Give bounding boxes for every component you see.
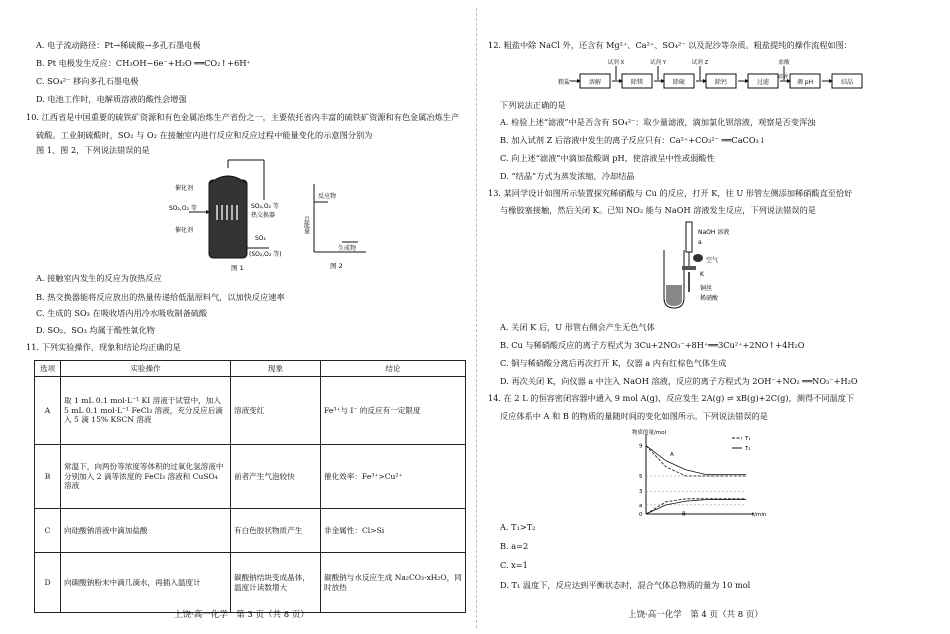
row-phenomenon: 溶液变红: [231, 377, 321, 445]
chart-y-tick: 3: [639, 489, 643, 496]
u-tube-apparatus: [658, 220, 768, 310]
table-row: [35, 509, 466, 553]
chart-series-line: [646, 500, 746, 514]
q10-stem-line3: 图 1、图 2，下列说法错误的是: [36, 145, 150, 155]
chart-legend-label: T₁: [745, 436, 751, 442]
flow-start: 粗盐: [558, 79, 571, 86]
outlet-label: SO₂: [255, 235, 266, 242]
row-phenomenon: 前者产生气泡较快: [231, 445, 321, 509]
q9-option-b: B. Pt 电极发生反应：CH₃OH−6e⁻+H₂O ══CO₂↑+6H⁺: [36, 58, 251, 68]
chart-y-tick: 5: [639, 474, 643, 480]
purification-flowchart: [558, 56, 878, 92]
q12-stem-line2: 下列说法正确的是: [500, 100, 566, 110]
chart-series-line: [646, 499, 746, 514]
energy-diagram: [304, 178, 374, 273]
q9-option-a: A. 电子流动路径：Pt→稀硫酸→多孔石墨电极: [36, 40, 201, 50]
q12-option-a: A. 检验上述“滤液”中是否含有 SO₄²⁻：取少量滤液，滴加氯化钡溶液，观察是否变浑浊: [500, 117, 816, 127]
flow-step-label: 除镁: [630, 79, 644, 86]
chart-series-line: [646, 446, 746, 476]
row-phenomenon: 有白色胶状物质产生: [231, 509, 321, 553]
q12-option-d: D. “结晶”方式为蒸发浓缩，冷却结晶: [500, 171, 635, 181]
flow-reagent-label: 试剂 Y: [649, 60, 667, 66]
catalyst-top-label: 催化剂: [175, 185, 194, 192]
chart-x-label: t/min: [752, 512, 767, 518]
flow-step-label: 除钙: [714, 79, 728, 86]
table-row: [35, 377, 466, 445]
row-option: A: [35, 377, 61, 445]
flow-step-label: 调 pH: [796, 79, 814, 86]
row-option: D: [35, 553, 61, 613]
hx-gas-label: SO₂,O₂ 等: [251, 203, 279, 210]
q13-stem: 13. 某同学设计如图所示装置探究稀硝酸与 Cu 的反应，打开 K，往 U 形管左侧添加稀硝酸直至恰好: [488, 188, 853, 198]
q14-stem-line2: 反应体系中 A 和 B 的物质的量随时间的变化如图所示。下列说法错误的是: [500, 411, 768, 421]
row-operation: 常温下，向两份等浓度等体积的过氧化氢溶液中分别加入 2 滴等浓度的 FeCl₃ 溶液和 CuSO₄ 溶液: [61, 445, 231, 509]
q13-stem-line2: 与橡胶塞接触，然后关闭 K。已知 NO₂ 能与 NaOH 溶液发生反应，下列说法错误的是: [500, 205, 816, 215]
chart-y-tick: a: [639, 502, 643, 509]
mole-time-chart: [628, 428, 778, 528]
chart-legend-label: T₂: [745, 446, 751, 452]
row-operation: 取 1 mL 0.1 mol·L⁻¹ KI 溶液于试管中，加入 5 mL 0.1 mol·L⁻¹ FeCl₃ 溶液，充分反应后滴入 5 滴 15% KSCN 溶液: [61, 377, 231, 445]
chart-series-line: [646, 446, 746, 475]
syringe-label: a: [698, 239, 702, 246]
reactant-label: 反应物: [318, 193, 337, 200]
q14-option-a: A. T₁>T₂: [500, 522, 536, 532]
air-label: 空气: [706, 257, 719, 264]
q12-option-c: C. 向上述“滤液”中滴加盐酸调 pH，使溶液呈中性或弱酸性: [500, 153, 715, 163]
chart-curve-label-a: A: [670, 452, 674, 459]
fig1-caption: 图 1: [231, 264, 244, 272]
page-footer: 上饶·高一化学 第 3 页（共 8 页）: [174, 610, 309, 620]
left-page: [24, 0, 466, 634]
flow-step-label: 除硫: [672, 79, 686, 86]
row-option: C: [35, 509, 61, 553]
right-page: [488, 0, 933, 634]
q11-stem: 11. 下列实验操作、现象和结论均正确的是: [26, 342, 181, 352]
energy-axis-label: 总能量: [302, 216, 310, 234]
q13-option-c: C. 铜与稀硝酸分离后再次打开 K，仪器 a 内有红棕色气体生成: [500, 358, 727, 368]
contact-chamber-figure: [169, 160, 299, 275]
valve-label: K: [700, 271, 704, 278]
row-option: B: [35, 445, 61, 509]
q14-option-c: C. x=1: [500, 560, 528, 570]
flow-reagent-label: 试剂 Z: [691, 60, 709, 66]
q10-stem: 10. 江西省是中国重要的硫铁矿资源和有色金属冶炼生产省份之一，主要依托省内丰富的硫铁矿资源和有色金属冶炼生产: [26, 112, 460, 122]
q13-option-d: D. 再次关闭 K，向仪器 a 中注入 NaOH 溶液，反应的离子方程式为 2OH⁻+NO₂ ══NO₃⁻+H₂O: [500, 376, 858, 386]
chart-y-tick: 0: [639, 512, 643, 518]
outlet-sub-label: (SO₂,O₂ 等): [249, 251, 282, 258]
copper-wire-label: 铜丝: [700, 285, 713, 292]
q9-option-c: C. SO₄²⁻ 移向多孔石墨电极: [36, 76, 139, 86]
flow-reagent-label: 盐酸: [778, 60, 790, 66]
table-row: [35, 445, 466, 509]
q13-option-b: B. Cu 与稀硝酸反应的离子方程式为 3Cu+2NO₃⁻+8H⁺══3Cu²⁺+2NO↑+4H₂O: [500, 340, 805, 350]
col-operation: 实验操作: [61, 361, 231, 377]
naoh-label: NaOH 溶液: [698, 229, 730, 236]
heat-exchanger-label: 热交换器: [251, 212, 276, 219]
col-phenomenon: 现象: [231, 361, 321, 377]
q12-stem: 12. 粗盐中除 NaCl 外，还含有 Mg²⁺、Ca²⁺、SO₄²⁻ 以及泥沙等杂质。粗盐提纯的操作流程如图：: [488, 40, 852, 50]
col-option: 选项: [35, 361, 61, 377]
flow-step-label: 结晶: [840, 79, 854, 86]
col-conclusion: 结论: [321, 361, 466, 377]
inlet-label: SO₂,O₂ 等: [169, 205, 197, 212]
chart-y-label: 物质的量/mol: [632, 430, 667, 436]
table-header-row: [35, 361, 466, 377]
nitric-acid-label: 稀硝酸: [700, 295, 719, 302]
q14-option-b: B. a=2: [500, 541, 529, 551]
flow-reagent-label: 试剂 X: [607, 60, 625, 66]
row-conclusion: 催化效率：Fe³⁺>Cu²⁺: [321, 445, 466, 509]
q9-option-d: D. 电池工作时，电解质溶液的酸性会增强: [36, 94, 187, 104]
flow-step-label: 过滤: [756, 79, 770, 86]
page-divider: [476, 8, 477, 628]
q13-option-a: A. 关闭 K 后，U 形管右侧会产生无色气体: [500, 322, 655, 332]
product-label: 生成物: [338, 245, 357, 252]
row-operation: 向硅酸钠溶液中滴加盐酸: [61, 509, 231, 553]
catalyst-bottom-label: 催化剂: [175, 227, 194, 234]
q14-stem: 14. 在 2 L 的恒容密闭容器中通入 9 mol A(g)，反应发生 2A(g) ⇌ xB(g)+2C(g)，测得不同温度下: [488, 393, 855, 403]
table-row: [35, 553, 466, 613]
q10-option-a: A. 接触室内发生的反应为放热反应: [36, 273, 162, 283]
row-phenomenon: 碳酸钠结块变成晶体，温度计读数增大: [231, 553, 321, 613]
flow-filtrate-label: 滤液: [777, 74, 789, 80]
row-conclusion: 非金属性：Cl>Si: [321, 509, 466, 553]
q12-option-b: B. 加入试剂 Z 后溶液中发生的离子反应只有：Ca²⁺+CO₃²⁻ ══CaCO₃↓: [500, 135, 766, 145]
page-footer: 上饶·高一化学 第 4 页（共 8 页）: [628, 610, 763, 620]
fig2-caption: 图 2: [330, 262, 343, 270]
chart-curve-label-b: B: [682, 511, 686, 518]
row-conclusion: 碳酸钠与水反应生成 Na₂CO₃·xH₂O，同时放热: [321, 553, 466, 613]
q10-option-b: B. 热交换器能将反应放出的热量传递给低温原料气，以加快反应速率: [36, 292, 285, 302]
chart-y-tick: 9: [639, 443, 643, 450]
row-conclusion: Fe³⁺与 I⁻ 的反应有一定限度: [321, 377, 466, 445]
q10-option-c: C. 生成的 SO₃ 在吸收塔内用冷水吸收制备硫酸: [36, 308, 208, 318]
q10-stem-line2: 硫酸。工业制硫酸时，SO₂ 与 O₂ 在接触室内进行反应和反应过程中能量变化的示意图分别为: [36, 130, 373, 140]
q10-option-d: D. SO₂、SO₃ 均属于酸性氧化物: [36, 325, 155, 335]
row-operation: 向碳酸钠粉末中滴几滴水，再插入温度计: [61, 553, 231, 613]
flow-step-label: 溶解: [588, 79, 602, 86]
experiment-table: [34, 360, 466, 613]
q14-option-d: D. T₁ 温度下，反应达到平衡状态时，混合气体总物质的量为 10 mol: [500, 580, 751, 590]
